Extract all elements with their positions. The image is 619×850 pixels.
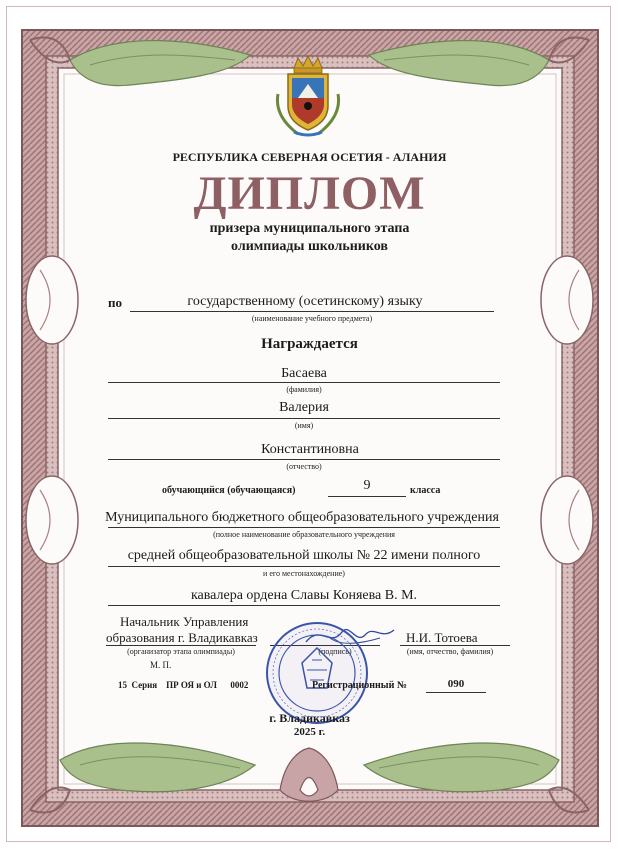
mp-label: М. П.: [150, 660, 172, 670]
patronymic-underline: [108, 459, 500, 460]
school-caption-1: (полное наименование образовательного учреждения: [213, 530, 395, 539]
diploma-title: ДИПЛОМ: [193, 167, 426, 220]
school-underline-2: [108, 566, 500, 567]
organizer-underline: [106, 645, 256, 646]
coat-of-arms-emblem: [264, 54, 352, 138]
name-value: Валерия: [279, 400, 329, 415]
subject-prefix: по: [108, 295, 122, 310]
organizer-caption: (организатор этапа олимпиады): [127, 647, 235, 656]
organizer-line-2: образования г. Владикавказ: [106, 630, 258, 645]
subject-underline: [130, 311, 494, 312]
school-underline-3: [108, 605, 500, 606]
school-caption-2: и его местонахождение): [263, 569, 345, 578]
organizer-line-1: Начальник Управления: [120, 614, 249, 629]
subtitle-line-1: призера муниципального этапа: [209, 221, 410, 236]
surname-caption: (фамилия): [286, 385, 322, 394]
series-label: Серия: [131, 680, 158, 690]
signer-caption: (имя, отчество, фамилия): [406, 647, 494, 656]
surname-value: Басаева: [281, 366, 327, 381]
subtitle-line-2: олимпиады школьников: [231, 239, 388, 254]
grade-value: 9: [363, 478, 371, 493]
surname-underline: [108, 382, 500, 383]
certificate-number: 0002: [230, 680, 249, 690]
awarded-label: Награждается: [261, 336, 358, 352]
grade-label-after: класса: [410, 485, 441, 496]
signer-underline: [400, 645, 510, 646]
series-value: ПР ОЯ и ОЛ: [166, 680, 217, 690]
subject-value: государственному (осетинскому) языку: [187, 294, 423, 309]
patronymic-value: Константиновна: [261, 442, 359, 457]
patronymic-caption: (отчество): [286, 462, 322, 471]
name-underline: [108, 418, 500, 419]
registration-label: Регистрационный №: [312, 680, 407, 691]
grade-label-before: обучающийся (обучающаяся): [162, 485, 296, 496]
republic-heading: РЕСПУБЛИКА СЕВЕРНАЯ ОСЕТИЯ - АЛАНИЯ: [172, 150, 447, 164]
year-label: 2025 г.: [293, 726, 326, 738]
grade-underline: [328, 496, 406, 497]
signer-name: Н.И. Тотоева: [406, 630, 478, 645]
school-line-3: кавалера ордена Славы Коняева В. М.: [190, 588, 418, 603]
registration-underline: [426, 692, 486, 693]
subject-caption: (наименование учебного предмета): [251, 314, 373, 323]
registration-line: [118, 680, 248, 690]
school-line-2: средней общеобразовательной школы № 22 имени полного: [127, 548, 481, 563]
registration-value: 090: [447, 678, 465, 690]
series-number: 15: [118, 680, 127, 690]
school-underline-1: [108, 527, 500, 528]
name-caption: (имя): [294, 421, 314, 430]
school-line-1: Муниципального бюджетного общеобразовательного учреждения: [105, 510, 499, 525]
city-label: г. Владикавказ: [269, 711, 350, 725]
